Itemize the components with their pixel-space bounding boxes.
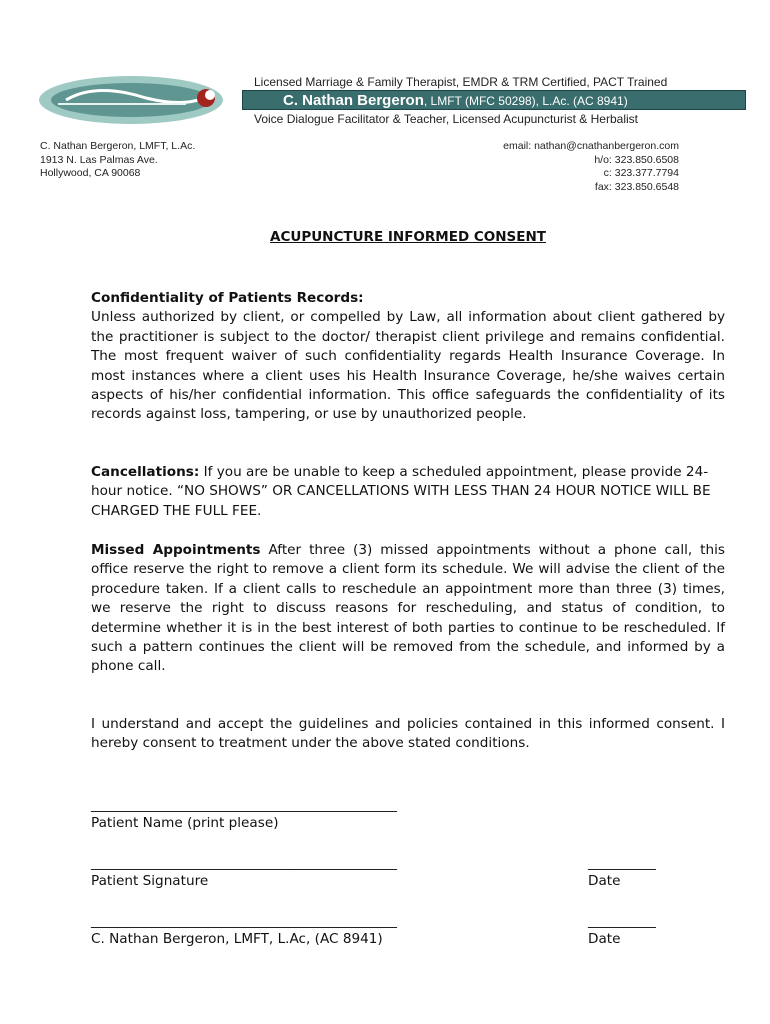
practitioner-date-line[interactable]: __________ [588, 913, 656, 929]
logo-circle-highlight [205, 90, 215, 100]
contact-email: email: nathan@cnathanbergeron.com [503, 140, 679, 152]
header-tagline-bottom: Voice Dialogue Facilitator & Teacher, Licensed Acupuncturist & Herbalist [254, 112, 638, 126]
confidentiality-heading: Confidentiality of Patients Records: [91, 290, 364, 306]
cancellations-heading: Cancellations: [91, 464, 200, 480]
address-street: 1913 N. Las Palmas Ave. [40, 153, 158, 166]
patient-name-line[interactable]: _____________________________________________ [91, 797, 397, 813]
address-block [40, 140, 195, 181]
practitioner-name-bar [242, 90, 746, 110]
confidentiality-section [91, 289, 725, 425]
address-name: C. Nathan Bergeron, LMFT, L.Ac. [40, 140, 196, 152]
patient-date-line[interactable]: __________ [588, 855, 656, 871]
contact-fax: fax: 323.850.6548 [594, 180, 679, 193]
confidentiality-text: Unless authorized by client, or compelled by Law, all information about client gathered by the practitioner is subject to the doctor/ therapist client privilege and remains confidential. The most frequent waiver of such confidentiality regards Health Insurance Coverage. In most instances where a client uses his Health Insurance Coverage, he/she waives certain aspects of his/her confidential information. This office safeguards the confidentiality of its records against loss, tampering, or use by unauthorized people. [91, 309, 725, 423]
patient-signature-label: Patient Signature [91, 873, 209, 889]
patient-signature-line[interactable]: _____________________________________________ [91, 855, 397, 871]
practitioner-credentials: , LMFT (MFC 50298), L.Ac. (AC 8941) [423, 94, 628, 108]
practitioner-name: C. Nathan Bergeron [283, 92, 424, 109]
header-tagline-top: Licensed Marriage & Family Therapist, EMDR & TRM Certified, PACT Trained [254, 75, 668, 89]
contact-cell-phone: c: 323.377.7794 [603, 167, 679, 179]
missed-appointments-section [91, 541, 725, 677]
contact-block [503, 140, 679, 194]
practitioner-signature-line[interactable]: _____________________________________________ [91, 913, 397, 929]
consent-statement: I understand and accept the guidelines and policies contained in this informed consent. I hereby consent to treatment under the above stated conditions. [91, 716, 725, 752]
logo-ellipse-inner [51, 83, 211, 117]
patient-date-label: Date [588, 873, 621, 889]
patient-name-label: Patient Name (print please) [91, 815, 279, 831]
missed-heading: Missed Appointments [91, 542, 261, 558]
practitioner-date-label: Date [588, 931, 621, 947]
practice-logo [36, 70, 246, 130]
address-city: Hollywood, CA 90068 [40, 167, 141, 179]
missed-text: After three (3) missed appointments without a phone call, this office reserve the right to remove a client form its schedule. We will advise the client of the procedure taken. If a client calls to reschedule an appointment more than three (3) times, we reserve the right to discuss reasons for rescheduling, and status of condition, to determine whether it is in the best interest of both parties to continue to be rescheduled. If such a pattern continues the client will be removed from the schedule, and informed by a phone call. [91, 542, 725, 675]
practitioner-signature-label: C. Nathan Bergeron, LMFT, L.Ac, (AC 8941) [91, 931, 383, 947]
cancellations-section [91, 463, 725, 521]
cancellations-text: If you are be unable to keep a scheduled appointment, please provide 24-hour notice. “NO SHOWS” OR CANCELLATIONS WITH LESS THAN 24 HOUR NOTICE WILL BE CHARGED THE FULL FEE. [91, 464, 711, 519]
contact-home-phone: h/o: 323.850.6508 [594, 153, 679, 166]
document-title: ACUPUNCTURE INFORMED CONSENT [270, 229, 546, 245]
